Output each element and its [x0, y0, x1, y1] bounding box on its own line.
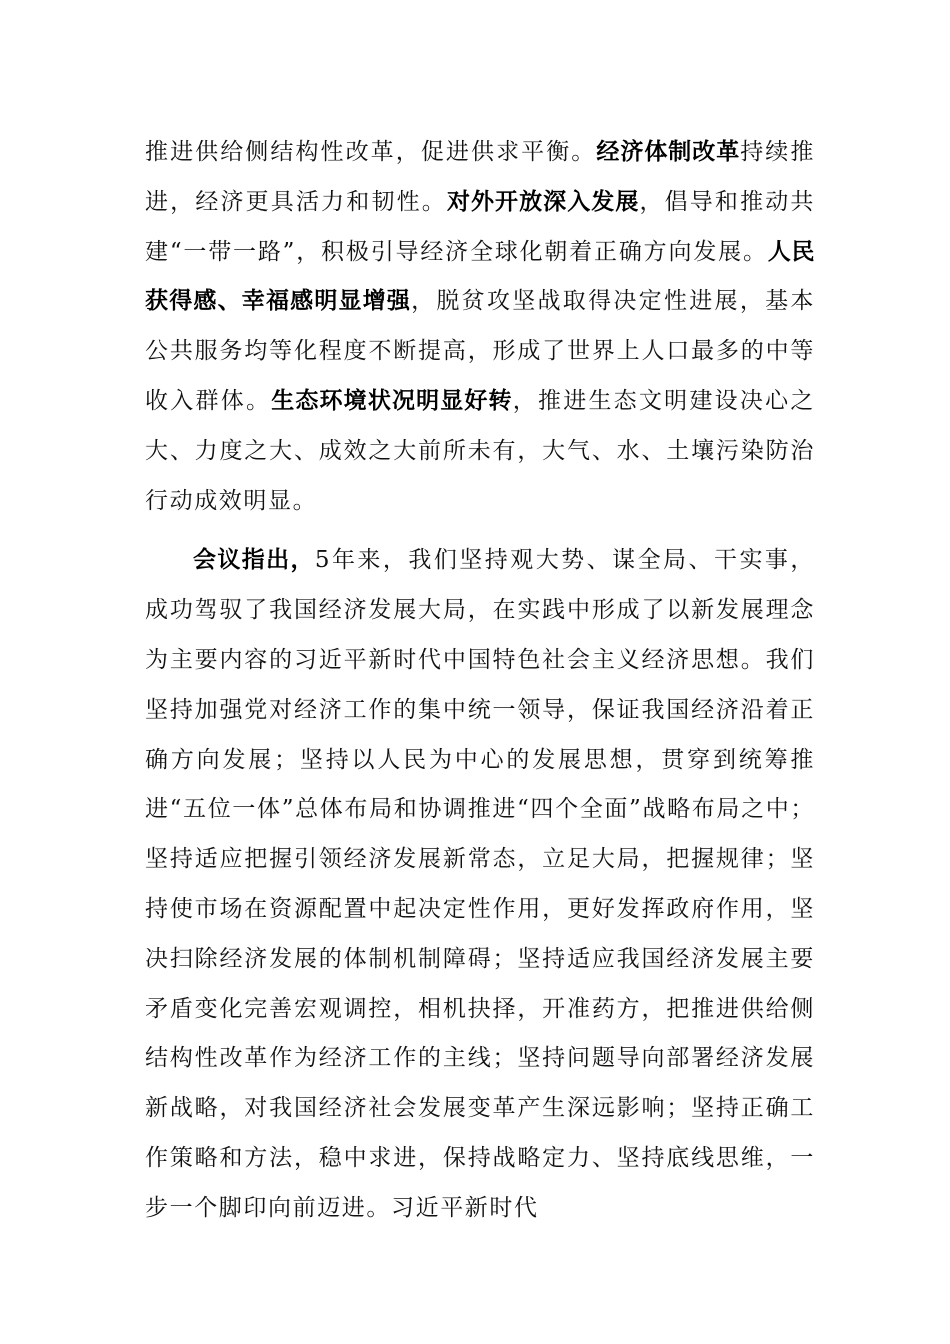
text-run: ，推进生态文明建设决心之大、力度之大、成效之大前所未有，大气、水、土壤污染防治行动成效明显。 [145, 387, 816, 514]
text-run: 5年来，我们坚持观大势、谋全局、干实事，成功驾驭了我国经济发展大局，在实践中形成了以新发展理念为主要内容的习近平新时代中国特色社会主义经济思想。我们坚持加强党对经济工作的集中统一领导，保证我国经济沿着正确方向发展；坚持以人民为中心的发展思想，贯穿到统筹推进“五位一体”总体布局和协调推进“四个全面”战略布局之中；坚持适应把握引领经济发展新常态，立足大局，把握规律；坚持使市场在资源配置中起决定性作用，更好发挥政府作用，坚决扫除经济发展的体制机制障碍；坚持适应我国经济发展主要矛盾变化完善宏观调控，相机抉择，开准药方，把推进供给侧结构性改革作为经济工作的主线；坚持问题导向部署经济发展新战略，对我国经济社会发展变革产生深远影响；坚持正确工作策略和方法，稳中求进，保持战略定力、坚持底线思维，一步一个脚印向前迈进。习近平新时代 [145, 547, 816, 1221]
bold-heading-ecology: 生态环境状况明显好转 [271, 387, 513, 414]
document-body [145, 128, 815, 1234]
paragraph-meeting-notes [145, 536, 815, 1233]
bold-heading-people-wellbeing: 人民获得感、幸福感明显增强 [145, 238, 815, 315]
text-run: 推进供给侧结构性改革，促进供求平衡。 [145, 139, 597, 165]
bold-heading-economic-reform: 经济体制改革 [596, 139, 741, 165]
bold-heading-opening-up: 对外开放深入发展 [446, 188, 640, 215]
paragraph-spacer [145, 526, 815, 536]
text-run: ，脱贫攻坚战取得决定性进展，基本公共服务均等化程度不断提高，形成了世界上人口最多的中等收入群体。 [145, 288, 815, 414]
bold-lead-meeting-pointed-out: 会议指出， [193, 547, 315, 574]
text-run: 持续推进，经济更具活力和韧性。 [145, 139, 815, 215]
paragraph-achievements [145, 128, 815, 526]
text-run: ，倡导和推动共建“一带一路”，积极引导经济全球化朝着正确方向发展。 [145, 188, 816, 265]
